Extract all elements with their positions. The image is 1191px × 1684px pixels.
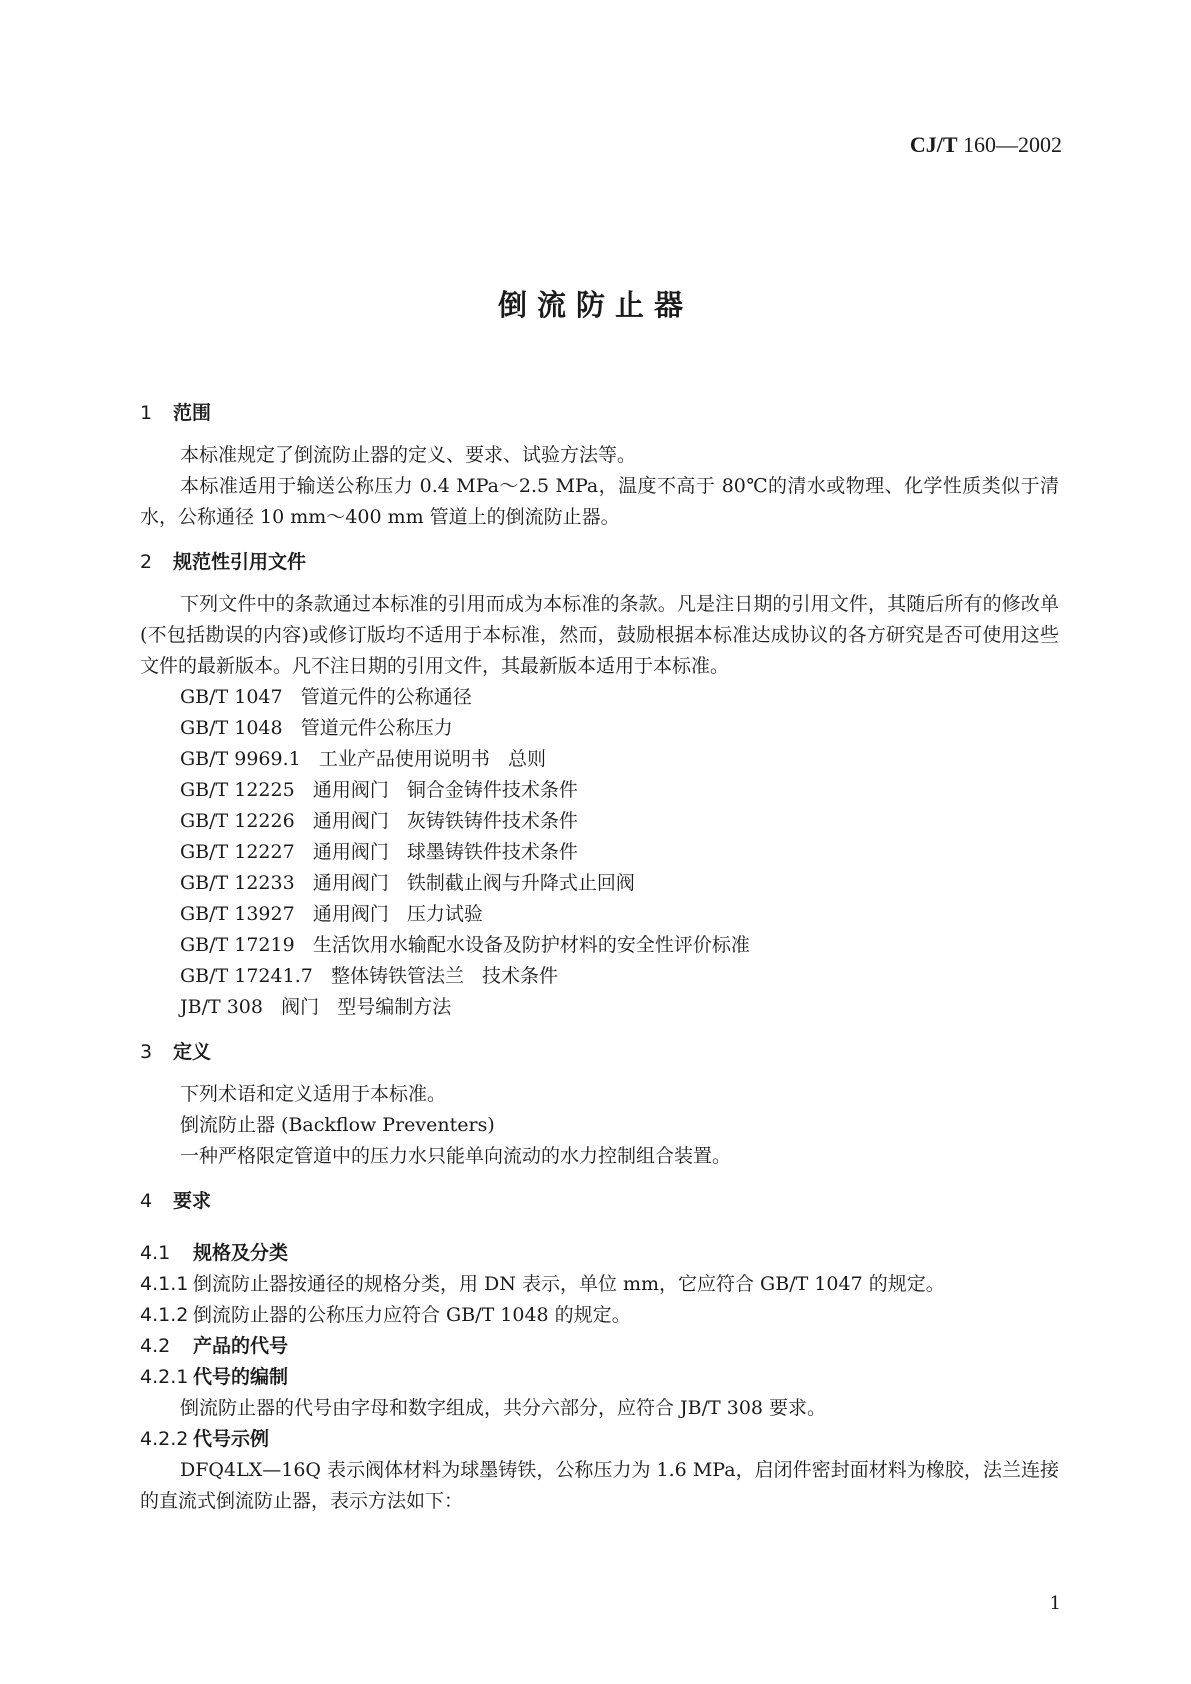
- section-title: 定义: [173, 1041, 212, 1063]
- paragraph: 本标准适用于输送公称压力 0.4 MPa～2.5 MPa，温度不高于 80℃的清水或物理、化学性质类似于清水，公称通径 10 mm～400 mm 管道上的倒流防止器。: [140, 475, 1059, 528]
- subsection-title: 产品的代号: [193, 1335, 289, 1357]
- reference-item: GB/T 12233 通用阀门 铁制截止阀与升降式止回阀: [180, 872, 635, 894]
- section-heading-normative-references: [140, 547, 1059, 589]
- reference-item: GB/T 12226 通用阀门 灰铸铁铸件技术条件: [180, 810, 578, 832]
- paragraph: 本标准规定了倒流防止器的定义、要求、试验方法等。: [180, 444, 637, 466]
- subsection-heading: [140, 1424, 1059, 1455]
- section-heading-scope: [140, 398, 1059, 440]
- clause: [140, 1300, 1059, 1331]
- section-number: 4: [140, 1190, 153, 1212]
- reference-item: GB/T 9969.1 工业产品使用说明书 总则: [180, 748, 546, 770]
- paragraph: 下列文件中的条款通过本标准的引用而成为本标准的条款。凡是注日期的引用文件，其随后所有的修改单(不包括勘误的内容)或修订版均不适用于本标准，然而，鼓励根据本标准达成协议的各方研究是否可使用这些文件的最新版本。凡不注日期的引用文件，其最新版本适用于本标准。: [140, 593, 1059, 677]
- reference-item: GB/T 12225 通用阀门 铜合金铸件技术条件: [180, 779, 578, 801]
- reference-item: GB/T 17219 生活饮用水输配水设备及防护材料的安全性评价标准: [180, 934, 750, 956]
- document-body: [140, 398, 1059, 1517]
- section-number: 1: [140, 402, 153, 424]
- paragraph: 下列术语和定义适用于本标准。: [180, 1083, 447, 1105]
- subsection-heading: [140, 1331, 1059, 1362]
- reference-item: GB/T 12227 通用阀门 球墨铸铁件技术条件: [180, 841, 578, 863]
- subsection-number: 4.2: [140, 1335, 171, 1357]
- subsection-number: 4.1: [140, 1242, 171, 1264]
- subsection-number: 4.2.2: [140, 1428, 189, 1450]
- definition-text: 一种严格限定管道中的压力水只能单向流动的水力控制组合装置。: [180, 1145, 732, 1167]
- subsection-number: 4.2.1: [140, 1366, 189, 1388]
- section-title: 规范性引用文件: [173, 551, 307, 573]
- section-number: 2: [140, 551, 153, 573]
- standard-code-number: 160—2002: [957, 132, 1062, 157]
- reference-item: GB/T 1047 管道元件的公称通径: [180, 686, 472, 708]
- paragraph: DFQ4LX—16Q 表示阀体材料为球墨铸铁，公称压力为 1.6 MPa，启闭件密封面材料为橡胶，法兰连接的直流式倒流防止器，表示方法如下：: [140, 1459, 1059, 1512]
- section-title: 范围: [173, 402, 212, 424]
- subsection-title: 代号的编制: [193, 1366, 289, 1388]
- reference-item: JB/T 308 阀门 型号编制方法: [180, 996, 452, 1018]
- term-line: 倒流防止器 (Backflow Preventers): [180, 1114, 495, 1136]
- reference-item: GB/T 17241.7 整体铸铁管法兰 技术条件: [180, 965, 559, 987]
- section-heading-requirements: [140, 1186, 1059, 1228]
- subsection-heading: [140, 1238, 1059, 1269]
- subsection-title: 规格及分类: [193, 1242, 289, 1264]
- section-title: 要求: [173, 1190, 212, 1212]
- clause-number: 4.1.1: [140, 1273, 189, 1295]
- reference-item: GB/T 1048 管道元件公称压力: [180, 717, 453, 739]
- clause-number: 4.1.2: [140, 1304, 189, 1326]
- subsection-heading: [140, 1362, 1059, 1393]
- page-number: 1: [1049, 1593, 1061, 1614]
- document-title: 倒流防止器: [497, 288, 693, 322]
- standard-code-prefix: CJ/T: [909, 132, 958, 157]
- section-number: 3: [140, 1041, 153, 1063]
- subsection-title: 代号示例: [193, 1428, 270, 1450]
- section-heading-definitions: [140, 1037, 1059, 1079]
- paragraph: 倒流防止器的代号由字母和数字组成，共分六部分，应符合 JB/T 308 要求。: [180, 1397, 827, 1419]
- standard-code: [910, 132, 1062, 158]
- reference-item: GB/T 13927 通用阀门 压力试验: [180, 903, 483, 925]
- clause: [140, 1269, 1059, 1300]
- clause-text: 倒流防止器按通径的规格分类，用 DN 表示，单位 mm，它应符合 GB/T 1047 的规定。: [193, 1273, 945, 1295]
- clause-text: 倒流防止器的公称压力应符合 GB/T 1048 的规定。: [193, 1304, 631, 1326]
